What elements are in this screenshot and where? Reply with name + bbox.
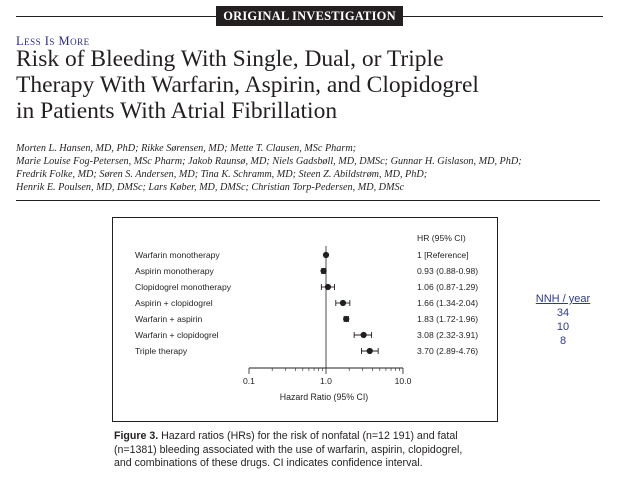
x-axis-title: Hazard Ratio (95% CI) <box>279 392 369 402</box>
figure-caption <box>114 430 514 471</box>
header-rule-left <box>16 16 216 17</box>
article-title <box>16 46 479 124</box>
hr-point <box>343 316 349 322</box>
forest-plot <box>113 218 497 421</box>
figure-panel <box>112 217 498 422</box>
nnh-value: 34 <box>556 307 570 319</box>
x-tick-label: 0.1 <box>243 376 255 386</box>
nnh-value: 8 <box>559 335 567 347</box>
author-list <box>16 142 522 194</box>
row-label: Clopidogrel monotherapy <box>135 282 232 292</box>
hr-value-label: 1.66 (1.34-2.04) <box>417 298 479 308</box>
title-line: Risk of Bleeding With Single, Dual, or Triple <box>16 46 444 72</box>
header-rule-right <box>403 16 603 17</box>
hr-value-label: 3.08 (2.32-3.91) <box>417 330 479 340</box>
hr-value-label: 1.83 (1.72-1.96) <box>417 314 479 324</box>
nnh-annotation <box>528 292 598 348</box>
hr-point <box>361 332 367 338</box>
author-line: Henrik E. Poulsen, MD, DMSc; Lars Køber, MD, DMSc; Christian Torp-Pedersen, MD, DMSc <box>16 182 405 193</box>
hr-point <box>340 300 346 306</box>
row-label: Warfarin + aspirin <box>135 314 203 324</box>
nnh-header: NNH / year <box>535 293 591 305</box>
hr-point <box>325 284 331 290</box>
hr-value-label: 3.70 (2.89-4.76) <box>417 346 479 356</box>
article-type-banner: ORIGINAL INVESTIGATION <box>216 6 403 26</box>
author-line: Fredrik Folke, MD; Søren S. Andersen, MD; Tina K. Schramm, MD; Steen Z. Abildstrøm, MD, PhD; <box>16 169 428 180</box>
author-line: Morten L. Hansen, MD, PhD; Rikke Sørensen, MD; Mette T. Clausen, MSc Pharm; <box>16 143 357 154</box>
row-label: Triple therapy <box>135 346 188 356</box>
caption-label: Figure 3. <box>114 430 159 442</box>
row-label: Aspirin + clopidogrel <box>135 298 213 308</box>
row-label: Warfarin monotherapy <box>135 250 220 260</box>
author-bottom-rule <box>16 200 600 201</box>
hr-point <box>320 268 326 274</box>
x-tick-label: 10.0 <box>394 376 412 386</box>
author-line: Marie Louise Fog-Petersen, MSc Pharm; Jakob Raunsø, MD; Niels Gadsbøll, MD, DMSc; Gunnar H. Gislason, MD, PhD; <box>16 156 522 167</box>
hr-value-label: 1 [Reference] <box>417 250 469 260</box>
caption-text: Hazard ratios (HRs) for the risk of nonfatal (n=12 191) and fatal <box>158 430 458 442</box>
title-line: in Patients With Atrial Fibrillation <box>16 98 338 124</box>
row-label: Aspirin monotherapy <box>135 266 214 276</box>
hr-value-label: 1.06 (0.87-1.29) <box>417 282 479 292</box>
hr-value-label: 0.93 (0.88-0.98) <box>417 266 479 276</box>
caption-line: and combinations of these drugs. CI indicates confidence interval. <box>114 457 423 469</box>
caption-line: (n=1381) bleeding associated with the use of warfarin, aspirin, clopidogrel, <box>114 443 463 456</box>
nnh-value: 10 <box>556 321 570 333</box>
hr-point <box>323 252 329 258</box>
section-label: Less Is More <box>16 34 90 48</box>
hr-column-header: HR (95% CI) <box>417 233 466 243</box>
title-line: Therapy With Warfarin, Aspirin, and Clopidogrel <box>16 72 479 98</box>
hr-point <box>367 348 373 354</box>
x-tick-label: 1.0 <box>320 376 332 386</box>
caption-line <box>114 430 514 444</box>
row-label: Warfarin + clopidogrel <box>135 330 219 340</box>
